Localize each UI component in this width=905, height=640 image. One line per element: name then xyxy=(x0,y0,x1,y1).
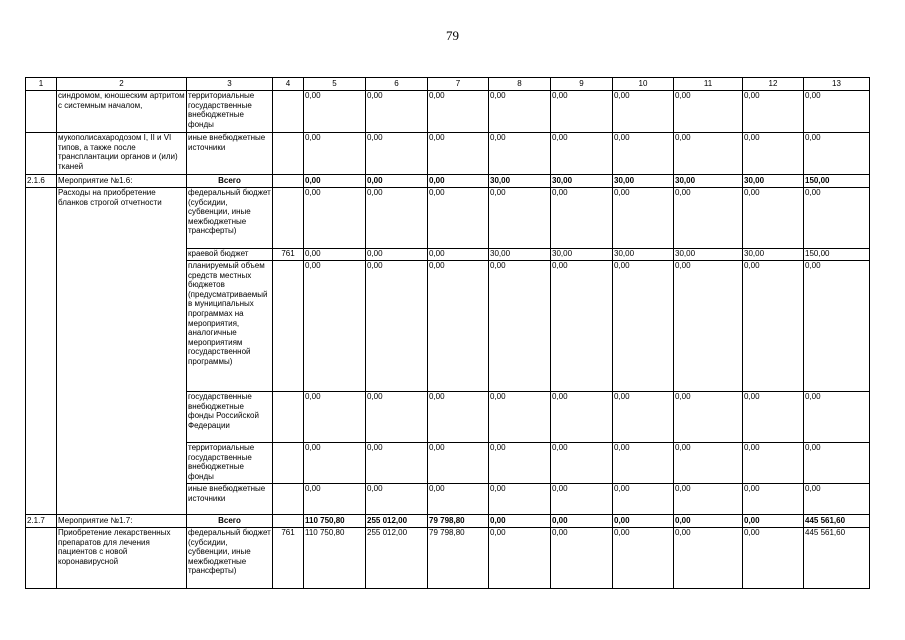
value-cell: 0,00 xyxy=(489,392,551,443)
value-cell: 0,00 xyxy=(613,133,674,175)
row-code xyxy=(26,528,57,589)
value-cell: 0,00 xyxy=(366,91,428,133)
funding-source: федеральный бюджет (субсидии, субвенции, иные межбюджетные трансферты) xyxy=(187,528,273,589)
value-cell: 0,00 xyxy=(743,528,804,589)
value-cell: 0,00 xyxy=(551,528,613,589)
funding-source: территориальные государственные внебюджетные фонды xyxy=(187,91,273,133)
total-value: 0,00 xyxy=(304,175,366,188)
value-cell: 0,00 xyxy=(804,484,870,515)
value-cell: 0,00 xyxy=(674,133,743,175)
total-value: 30,00 xyxy=(613,175,674,188)
col-header: 2 xyxy=(57,78,187,91)
value-cell: 0,00 xyxy=(366,392,428,443)
total-label: Всего xyxy=(187,175,273,188)
value-cell: 0,00 xyxy=(674,261,743,392)
value-cell: 0,00 xyxy=(551,484,613,515)
budget-code xyxy=(273,443,304,484)
value-cell: 0,00 xyxy=(743,261,804,392)
col-header: 4 xyxy=(273,78,304,91)
funding-source: планируемый объем средств местных бюджетов (предусматриваемый в муниципальных программах на мероприятия, аналогичные мероприятиям государственной программы) xyxy=(187,261,273,392)
value-cell: 0,00 xyxy=(428,133,489,175)
table-row xyxy=(26,133,870,175)
value-cell: 30,00 xyxy=(489,249,551,261)
table-row xyxy=(26,91,870,133)
budget-code xyxy=(273,188,304,249)
value-cell: 0,00 xyxy=(304,392,366,443)
col-header: 5 xyxy=(304,78,366,91)
row-code: 2.1.6 xyxy=(26,175,57,188)
value-cell: 0,00 xyxy=(613,261,674,392)
header-row xyxy=(26,78,870,91)
value-cell: 0,00 xyxy=(613,91,674,133)
value-cell: 0,00 xyxy=(674,392,743,443)
col-header: 1 xyxy=(26,78,57,91)
value-cell: 0,00 xyxy=(804,188,870,249)
value-cell: 0,00 xyxy=(613,188,674,249)
col-header: 10 xyxy=(613,78,674,91)
total-value: 445 561,60 xyxy=(804,515,870,528)
value-cell: 0,00 xyxy=(743,392,804,443)
value-cell: 0,00 xyxy=(551,392,613,443)
measure-total-row xyxy=(26,175,870,188)
col-header: 12 xyxy=(743,78,804,91)
value-cell: 0,00 xyxy=(489,443,551,484)
value-cell: 0,00 xyxy=(366,133,428,175)
value-cell: 110 750,80 xyxy=(304,528,366,589)
total-value: 30,00 xyxy=(743,175,804,188)
budget-code: 761 xyxy=(273,249,304,261)
value-cell: 0,00 xyxy=(743,91,804,133)
value-cell: 0,00 xyxy=(674,443,743,484)
value-cell: 30,00 xyxy=(613,249,674,261)
row-description: синдромом, юношеским артритом с системным началом, xyxy=(57,91,187,133)
value-cell: 0,00 xyxy=(428,91,489,133)
budget-table xyxy=(25,77,870,589)
value-cell: 0,00 xyxy=(428,261,489,392)
value-cell: 0,00 xyxy=(674,188,743,249)
value-cell: 0,00 xyxy=(304,261,366,392)
total-value: 30,00 xyxy=(489,175,551,188)
value-cell: 0,00 xyxy=(489,484,551,515)
value-cell: 30,00 xyxy=(743,249,804,261)
measure-title: Мероприятие №1.7: xyxy=(57,515,187,528)
value-cell: 0,00 xyxy=(804,91,870,133)
row-description: мукополисахародозом I, II и VI типов, а также после трансплантации органов и (или) тканей xyxy=(57,133,187,175)
total-value: 110 750,80 xyxy=(304,515,366,528)
measure-title: Мероприятие №1.6: xyxy=(57,175,187,188)
total-value: 0,00 xyxy=(428,175,489,188)
funding-source: государственные внебюджетные фонды Российской Федерации xyxy=(187,392,273,443)
value-cell: 0,00 xyxy=(804,261,870,392)
total-value: 79 798,80 xyxy=(428,515,489,528)
col-header: 6 xyxy=(366,78,428,91)
row-code xyxy=(26,188,57,515)
value-cell: 0,00 xyxy=(804,392,870,443)
value-cell: 0,00 xyxy=(366,261,428,392)
value-cell: 0,00 xyxy=(613,392,674,443)
value-cell: 0,00 xyxy=(743,133,804,175)
value-cell: 0,00 xyxy=(674,91,743,133)
total-value: 0,00 xyxy=(366,175,428,188)
total-value: 0,00 xyxy=(489,515,551,528)
value-cell: 0,00 xyxy=(489,188,551,249)
value-cell: 0,00 xyxy=(304,484,366,515)
budget-code xyxy=(273,133,304,175)
value-cell: 0,00 xyxy=(366,484,428,515)
budget-code xyxy=(273,175,304,188)
value-cell: 0,00 xyxy=(428,484,489,515)
col-header: 9 xyxy=(551,78,613,91)
value-cell: 0,00 xyxy=(489,261,551,392)
total-value: 30,00 xyxy=(674,175,743,188)
total-value: 0,00 xyxy=(674,515,743,528)
value-cell: 0,00 xyxy=(551,133,613,175)
funding-source: краевой бюджет xyxy=(187,249,273,261)
value-cell: 0,00 xyxy=(304,133,366,175)
value-cell: 0,00 xyxy=(366,188,428,249)
value-cell: 0,00 xyxy=(489,133,551,175)
col-header: 8 xyxy=(489,78,551,91)
total-value: 255 012,00 xyxy=(366,515,428,528)
table-row xyxy=(26,188,870,249)
value-cell: 30,00 xyxy=(551,249,613,261)
value-cell: 0,00 xyxy=(743,443,804,484)
value-cell: 0,00 xyxy=(428,392,489,443)
funding-source: территориальные государственные внебюджетные фонды xyxy=(187,443,273,484)
value-cell: 0,00 xyxy=(551,261,613,392)
funding-source: иные внебюджетные источники xyxy=(187,484,273,515)
budget-code xyxy=(273,261,304,392)
row-code xyxy=(26,91,57,133)
value-cell: 0,00 xyxy=(428,249,489,261)
total-value: 0,00 xyxy=(613,515,674,528)
value-cell: 0,00 xyxy=(304,249,366,261)
page-number: 79 xyxy=(446,28,459,43)
value-cell: 0,00 xyxy=(489,91,551,133)
col-header: 13 xyxy=(804,78,870,91)
total-value: 0,00 xyxy=(551,515,613,528)
budget-code xyxy=(273,392,304,443)
value-cell: 0,00 xyxy=(551,188,613,249)
value-cell: 0,00 xyxy=(304,443,366,484)
value-cell: 0,00 xyxy=(743,484,804,515)
value-cell: 0,00 xyxy=(551,443,613,484)
measure-total-row xyxy=(26,515,870,528)
value-cell: 0,00 xyxy=(804,133,870,175)
total-label: Всего xyxy=(187,515,273,528)
value-cell: 255 012,00 xyxy=(366,528,428,589)
budget-code: 761 xyxy=(273,528,304,589)
value-cell: 0,00 xyxy=(428,188,489,249)
value-cell: 0,00 xyxy=(674,484,743,515)
total-value: 150,00 xyxy=(804,175,870,188)
budget-code xyxy=(273,91,304,133)
row-code xyxy=(26,133,57,175)
value-cell: 0,00 xyxy=(489,528,551,589)
total-value: 0,00 xyxy=(743,515,804,528)
value-cell: 0,00 xyxy=(804,443,870,484)
value-cell: 0,00 xyxy=(674,528,743,589)
funding-source: иные внебюджетные источники xyxy=(187,133,273,175)
value-cell: 79 798,80 xyxy=(428,528,489,589)
value-cell: 0,00 xyxy=(551,91,613,133)
value-cell: 150,00 xyxy=(804,249,870,261)
table-row xyxy=(26,528,870,589)
col-header: 3 xyxy=(187,78,273,91)
measure-description: Приобретение лекарственных препаратов для лечения пациентов с новой коронавирусной xyxy=(57,528,187,589)
value-cell: 0,00 xyxy=(304,188,366,249)
value-cell: 0,00 xyxy=(743,188,804,249)
value-cell: 0,00 xyxy=(366,249,428,261)
value-cell: 0,00 xyxy=(613,528,674,589)
value-cell: 0,00 xyxy=(613,484,674,515)
measure-description: Расходы на приобретение бланков строгой отчетности xyxy=(57,188,187,515)
budget-code xyxy=(273,515,304,528)
value-cell: 0,00 xyxy=(613,443,674,484)
value-cell: 0,00 xyxy=(304,91,366,133)
value-cell: 0,00 xyxy=(366,443,428,484)
col-header: 11 xyxy=(674,78,743,91)
value-cell: 30,00 xyxy=(674,249,743,261)
value-cell: 445 561,60 xyxy=(804,528,870,589)
budget-code xyxy=(273,484,304,515)
value-cell: 0,00 xyxy=(428,443,489,484)
col-header: 7 xyxy=(428,78,489,91)
funding-source: федеральный бюджет (субсидии, субвенции, иные межбюджетные трансферты) xyxy=(187,188,273,249)
row-code: 2.1.7 xyxy=(26,515,57,528)
total-value: 30,00 xyxy=(551,175,613,188)
